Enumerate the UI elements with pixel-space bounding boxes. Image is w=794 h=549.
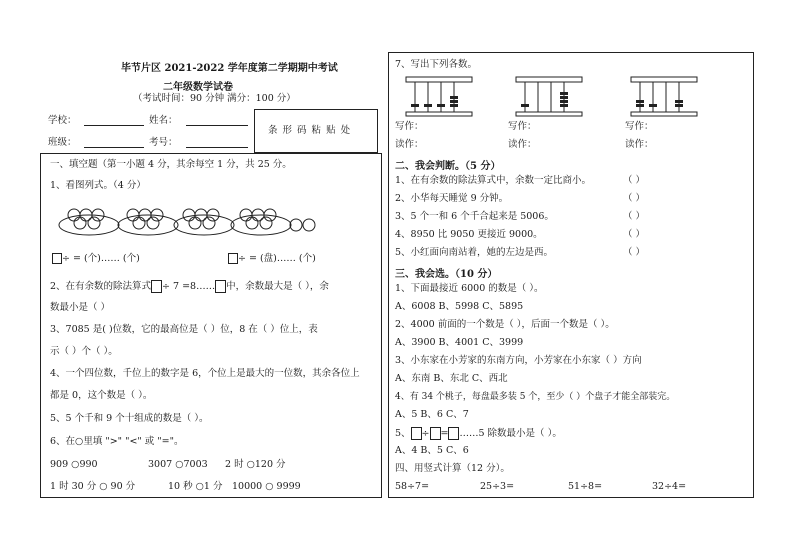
q4-text: 4、一个四位数，千位上的数字是 6，个位上是最大的一位数，其余各位上 (50, 368, 360, 379)
calc-1: 58÷7= (395, 481, 430, 492)
q6-text: 6、在○里填 ">" "<" 或 "="。 (50, 436, 184, 447)
read-label-2: 读作： (508, 139, 537, 150)
choose-q3: 3、小东家在小芳家的东南方向，小芳家在小东家（ ）方向 (395, 355, 642, 366)
calc-4: 32÷4= (652, 481, 687, 492)
read-label-3: 读作： (625, 139, 654, 150)
calc-heading: 四、用竖式计算（12 分）。 (395, 463, 510, 474)
choose-q4-options: A、5 B、6 C、7 (395, 409, 469, 420)
name-field[interactable] (186, 125, 248, 126)
choose-q4: 4、有 34 个桃子，每盘最多装 5 个，至少（ ）个盘子才能全部装完。 (395, 392, 676, 402)
school-field[interactable] (84, 125, 144, 126)
class-field[interactable] (84, 147, 144, 148)
q1-formula-right: ÷ = (盘)…… (个) (228, 253, 316, 265)
q7-text: 7、写出下列各数。 (395, 59, 478, 70)
section1-heading: 一、填空题（第一小题 4 分，其余每空 1 分，共 25 分。 (50, 159, 292, 170)
judge-answer-3[interactable]: （ ） (623, 211, 646, 222)
judge-item-4: 4、8950 比 9050 更接近 9000。 (395, 229, 543, 240)
choose-q1: 1、下面最接近 6000 的数是（ ）。 (395, 283, 544, 294)
choose-q5: 5、 ÷ = ……5 除数最小是（ ）。 (395, 428, 562, 439)
judge-answer-1[interactable]: （ ） (623, 175, 646, 186)
calc-3: 51÷8= (568, 481, 603, 492)
judge-item-3: 3、5 个一和 6 个千合起来是 5006。 (395, 211, 554, 222)
choose-q2: 2、4000 前面的一个数是（ ），后面一个数是（ ）。 (395, 319, 615, 330)
q3-text: 3、7085 是( )位数，它的最高位是（ ）位，8 在（ ）位上，表 (50, 324, 318, 335)
q4-text-cont: 都是 0，这个数是（ ）。 (50, 390, 153, 401)
judge-item-1: 1、在有余数的除法算式中，余数一定比商小。 (395, 175, 592, 186)
q1-text: 1、看图列式。（4 分） (50, 180, 146, 191)
choose-q5-options: A、4 B、5 C、6 (395, 445, 469, 456)
compare-2: 3007 ○7003 (148, 459, 208, 470)
choose-q3-options: A、东南 B、东北 C、西北 (395, 373, 508, 384)
compare-3: 2 时 ○120 分 (225, 459, 286, 470)
judge-item-5: 5、小红面向南站着，她的左边是西。 (395, 247, 554, 258)
write-label-1: 写作： (395, 121, 424, 132)
q2-text-cont: 数最小是（ ） (50, 302, 111, 313)
read-label-1: 读作： (395, 139, 424, 150)
choose-heading: 三、我会选。（10 分） (395, 269, 498, 280)
examno-field[interactable] (186, 147, 248, 148)
blank-box (151, 280, 162, 293)
judge-item-2: 2、小华每天睡觉 9 分钟。 (395, 193, 509, 204)
judge-heading: 二、我会判断。（5 分） (395, 161, 501, 172)
compare-4: 1 时 30 分 ○ 90 分 (50, 481, 136, 492)
choose-q2-options: A、3900 B、4001 C、3999 (395, 337, 524, 348)
exam-info: （考试时间：90 分钟 满分：100 分） (133, 93, 296, 104)
school-label: 学校： (48, 115, 77, 126)
choose-q1-options: A、6008 B、5998 C、5895 (395, 301, 524, 312)
compare-6: 10000 ○ 9999 (232, 481, 301, 492)
judge-answer-4[interactable]: （ ） (623, 229, 646, 240)
q2-text: 2、在有余数的除法算式 ÷ 7 =8…… 中，余数最大是（ ），余 (50, 281, 329, 292)
exam-title: 毕节片区 2021-2022 学年度第二学期期中考试 (121, 63, 338, 74)
blank-box (215, 280, 226, 293)
calc-2: 25÷3= (480, 481, 515, 492)
write-label-3: 写作： (625, 121, 654, 132)
class-label: 班级： (48, 137, 77, 148)
q1-formula-left: ÷ = (个)…… (个) (52, 253, 140, 265)
judge-answer-2[interactable]: （ ） (623, 193, 646, 204)
examno-label: 考号： (149, 137, 178, 148)
name-label: 姓名： (149, 115, 178, 126)
compare-1: 909 ○990 (50, 459, 98, 470)
exam-subtitle: 二年级数学试卷 (163, 82, 233, 93)
write-label-2: 写作： (508, 121, 537, 132)
apple-plates-image (56, 203, 316, 239)
judge-answer-5[interactable]: （ ） (623, 247, 646, 258)
q3-text-cont: 示（ ）个（ ）。 (50, 346, 118, 357)
q5-text: 5、5 个千和 9 个十组成的数是（ ）。 (50, 413, 209, 424)
compare-5: 10 秒 ○1 分 (168, 481, 223, 492)
barcode-label: 条 形 码 粘 贴 处 (268, 125, 352, 136)
